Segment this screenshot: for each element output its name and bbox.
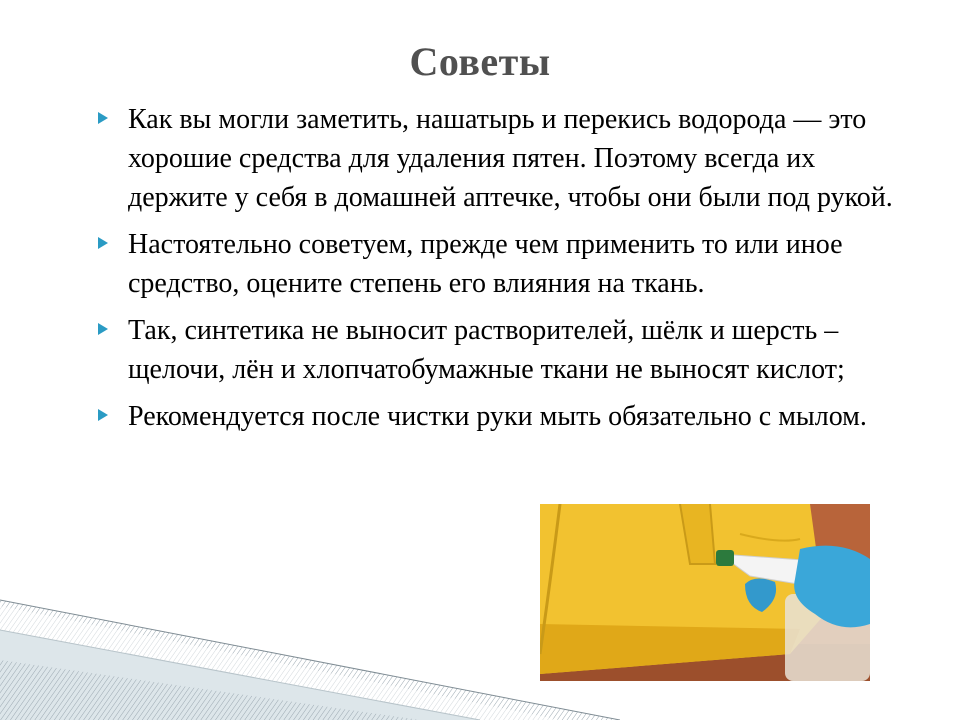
triangle-right-icon bbox=[98, 323, 108, 335]
bullet-item bbox=[98, 397, 918, 436]
decorative-stripes bbox=[0, 560, 620, 720]
triangle-right-icon bbox=[98, 409, 108, 421]
bullet-text: Так, синтетика не выносит растворителей, шёлк и шерсть – щелочи, лён и хлопчатобумажные ткани не выносят кислот; bbox=[128, 315, 845, 385]
bullet-text: Как вы могли заметить, нашатырь и перекись водорода — это хорошие средства для удаления пятен. Поэтому всегда их держите у себя в домашней аптечке, чтобы они были под рукой. bbox=[128, 104, 893, 213]
bullet-list bbox=[98, 100, 918, 444]
bullet-text: Настоятельно советуем, прежде чем применить то или иное средство, оцените степень его влияния на ткань. bbox=[128, 229, 843, 299]
bullet-text: Рекомендуется после чистки руки мыть обязательно с мылом. bbox=[128, 401, 867, 432]
triangle-right-icon bbox=[98, 237, 108, 249]
bullet-item bbox=[98, 100, 918, 217]
stain-removal-photo bbox=[540, 504, 870, 681]
bullet-item bbox=[98, 311, 918, 389]
bullet-item bbox=[98, 225, 918, 303]
triangle-right-icon bbox=[98, 112, 108, 124]
slide-title: Советы bbox=[409, 39, 551, 84]
